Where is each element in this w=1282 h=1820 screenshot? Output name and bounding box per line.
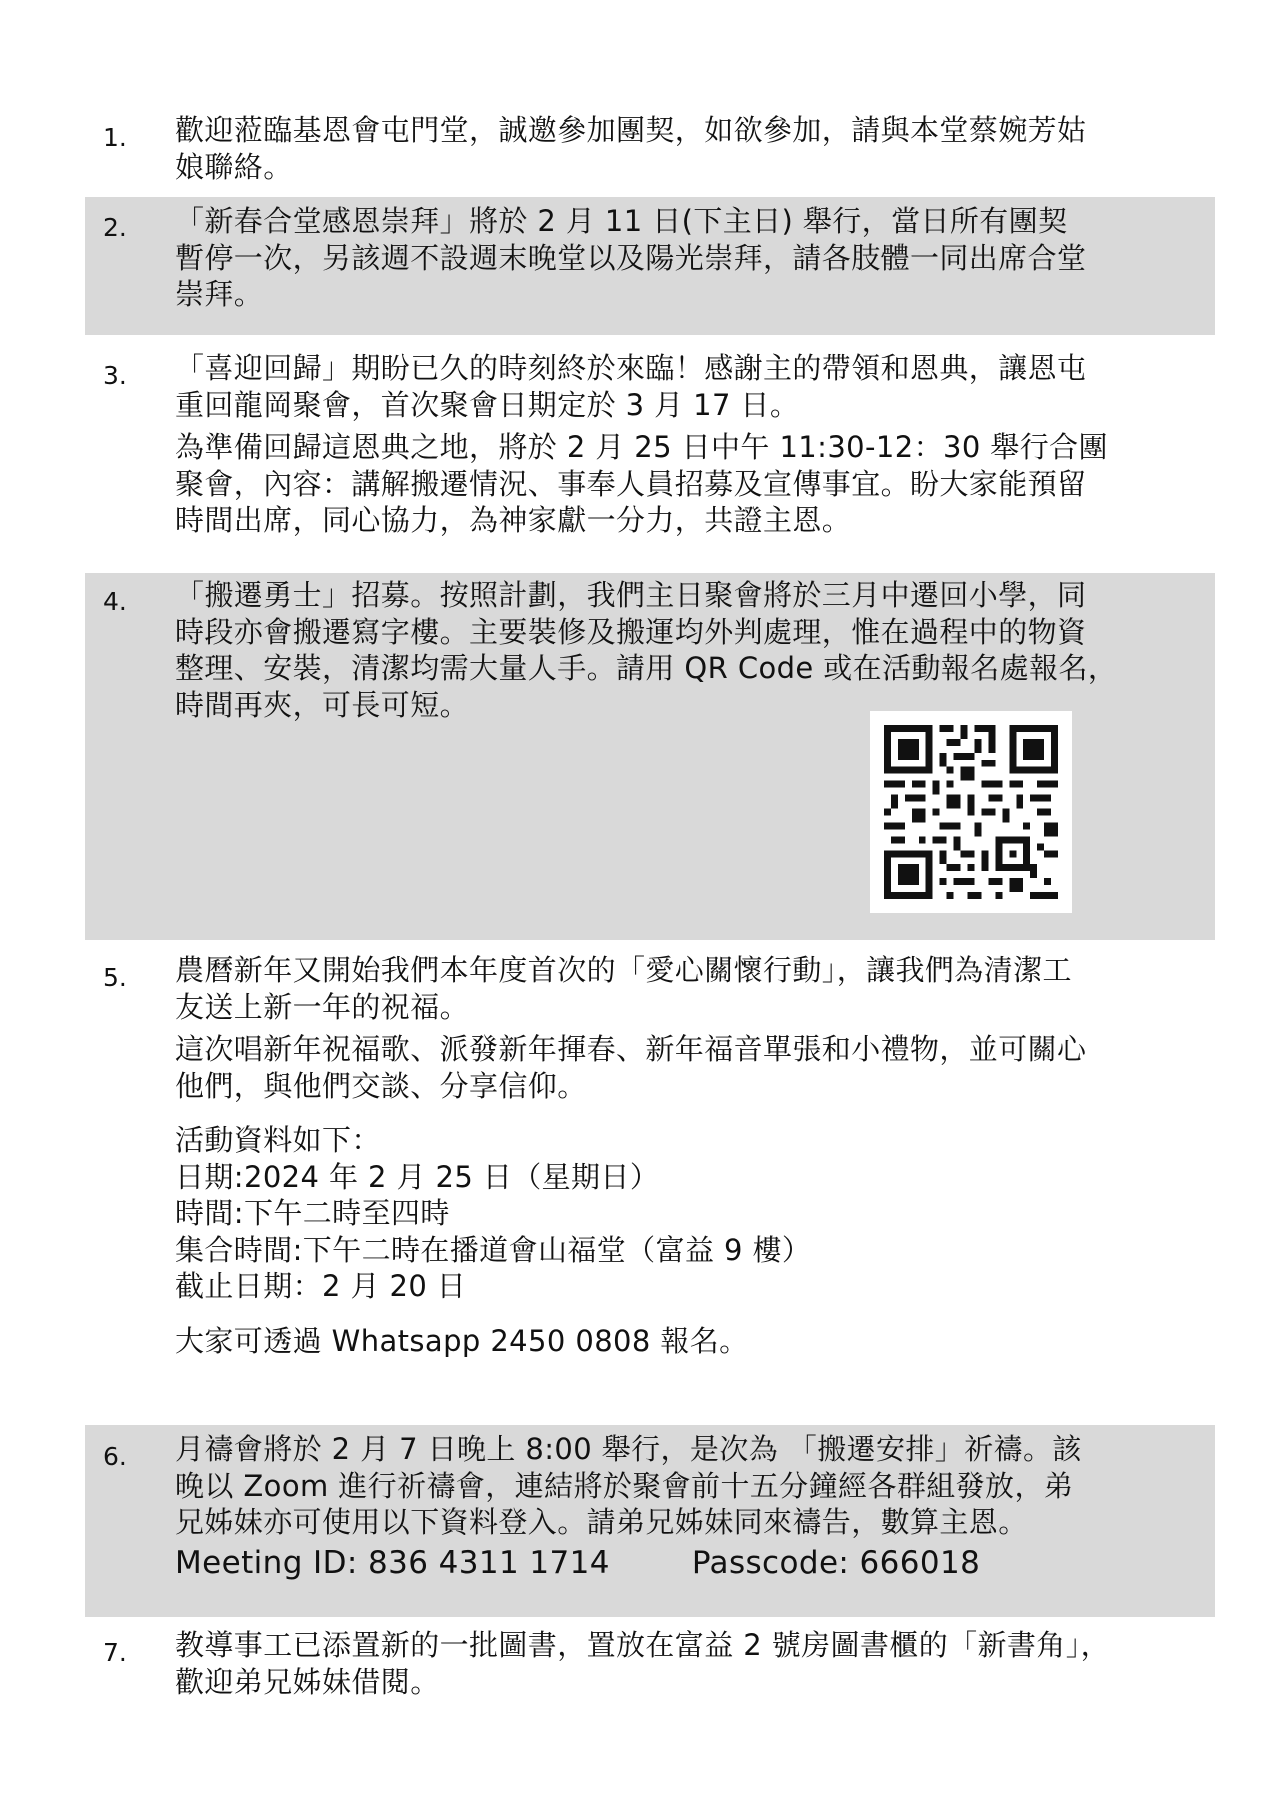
qr-code-icon: [870, 711, 1072, 913]
text-line: 為準備回歸這恩典之地，將於 2 月 25 日中午 11:30-12：30 舉行合團: [175, 430, 1108, 464]
text-line: 兄姊妹亦可使用以下資料登入。請弟兄姊妹同來禱告，數算主恩。: [175, 1505, 1028, 1539]
meeting-credentials: [175, 1541, 1197, 1585]
item-text: [175, 952, 1197, 1359]
text-line: 農曆新年又開始我們本年度首次的「愛心關懷行動」，讓我們為清潔工: [175, 953, 1072, 987]
text-line: 聚會，內容：講解搬遷情況、事奉人員招募及宣傳事宜。盼大家能預留: [175, 466, 1087, 501]
item-text: [175, 1627, 1197, 1700]
text-line: 時間再夾，可長可短。: [175, 687, 470, 722]
text-line: 重回龍岡聚會，首次聚會日期定於 3 月 17 日。: [175, 387, 800, 422]
text-line: 友送上新一年的祝福。: [175, 989, 470, 1024]
item-number: 1.: [103, 123, 127, 152]
text-line: 暫停一次，另該週不設週末晚堂以及陽光崇拜，請各肢體一同出席合堂: [175, 240, 1087, 275]
text-line: 這次唱新年祝福歌、派發新年揮春、新年福音單張和小禮物，並可關心: [175, 1032, 1087, 1066]
item-text: [175, 577, 1197, 723]
text-line: 活動資料如下：: [175, 1123, 381, 1157]
text-line: 教導事工已添置新的一批圖書，置放在富益 2 號房圖書櫃的「新書角」，: [175, 1628, 1110, 1662]
text-line: 時間:下午二時至四時: [175, 1196, 450, 1230]
meeting-passcode: Passcode: 666018: [691, 1544, 981, 1581]
qr-code-image[interactable]: [870, 711, 1072, 913]
text-line: 歡迎弟兄姊妹借閱。: [175, 1664, 440, 1699]
text-line: 歡迎蒞臨基恩會屯門堂，誠邀參加團契，如欲參加，請與本堂蔡婉芳姑: [175, 113, 1087, 147]
item-text: [175, 112, 1197, 185]
text-line: 娘聯絡。: [175, 149, 293, 184]
text-line: 大家可透過 Whatsapp 2450 0808 報名。: [175, 1323, 749, 1358]
item-number: 6.: [103, 1442, 127, 1471]
text-line: 晚以 Zoom 進行祈禱會，連結將於聚會前十五分鐘經各群組發放，弟: [175, 1468, 1074, 1503]
text-line: 截止日期：2 月 20 日: [175, 1269, 467, 1303]
item-number: 7.: [103, 1638, 127, 1667]
text-line: 集合時間:下午二時在播道會山福堂（富益 9 樓）: [175, 1232, 812, 1267]
text-line: 「新春合堂感恩崇拜」將於 2 月 11 日(下主日) 舉行，當日所有團契: [175, 204, 1068, 238]
text-line: 時間出席，同心協力，為神家獻一分力，共證主恩。: [175, 503, 852, 537]
text-line: 時段亦會搬遷寫字樓。主要裝修及搬運均外判處理，惟在過程中的物資: [175, 614, 1087, 649]
item-number: 5.: [103, 963, 127, 992]
item-number: 4.: [103, 587, 127, 616]
item-number: 2.: [103, 213, 127, 242]
text-line: 日期:2024 年 2 月 25 日（星期日）: [175, 1159, 660, 1194]
meeting-id: Meeting ID: 836 4311 1714: [175, 1544, 610, 1581]
text-line: 他們，與他們交談、分享信仰。: [175, 1068, 587, 1103]
item-text: [175, 350, 1197, 539]
notice-item-6: [85, 1425, 1215, 1617]
notice-item-7: [85, 1625, 1215, 1710]
item-number: 3.: [103, 361, 127, 390]
text-line: 「搬遷勇士」招募。按照計劃，我們主日聚會將於三月中遷回小學，同: [175, 578, 1087, 612]
notice-item-1: [85, 110, 1215, 190]
text-line: 「喜迎回歸」期盼已久的時刻終於來臨！感謝主的帶領和恩典，讓恩屯: [175, 351, 1087, 385]
text-line: 崇拜。: [175, 277, 264, 311]
notice-item-5: [85, 950, 1215, 1420]
notice-item-4: [85, 573, 1215, 940]
text-line: 整理、安裝，清潔均需大量人手。請用 QR Code 或在活動報名處報名，: [175, 651, 1118, 685]
text-line: 月禱會將於 2 月 7 日晚上 8:00 舉行，是次為 「搬遷安排」祈禱。該: [175, 1432, 1082, 1466]
item-text: [175, 1431, 1197, 1585]
notice-item-3: [85, 348, 1215, 563]
notice-item-2: [85, 197, 1215, 335]
item-text: [175, 203, 1197, 313]
